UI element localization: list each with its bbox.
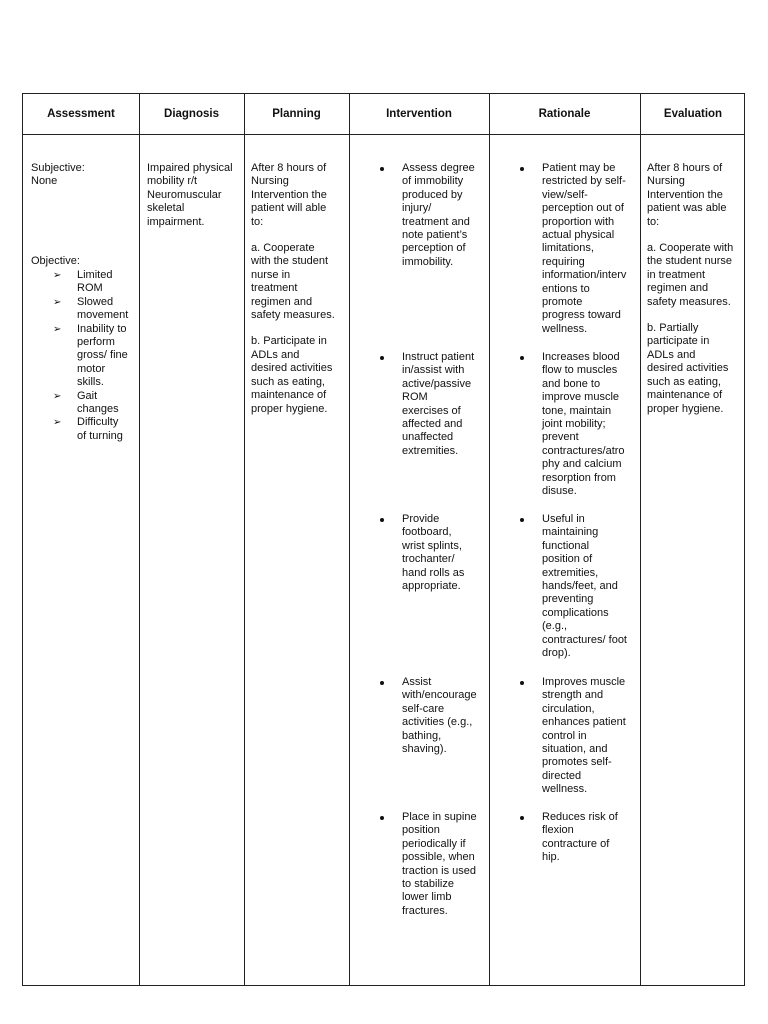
rationale-item: Patient may be restricted by self- view/self- perception out of proportion with actual physical limitations, requiring information/interv entions to promote progress toward wellness. [542,162,638,336]
header-rationale: Rationale [538,108,591,120]
evaluation-intro: After 8 hours of Nursing Intervention the patient was able to: [647,162,727,228]
objective-item: ➢ Limited ROM [53,269,113,295]
header-intervention: Intervention [386,108,452,120]
intervention-item: Assess degree of immobility produced by injury/ treatment and note patient’s perception of immobility. [402,162,488,269]
planning-goal-b: b. Participate in ADLs and desired activities such as eating, maintenance of proper hygiene. [251,335,333,415]
subjective-value: None [31,175,58,188]
header-diagnosis: Diagnosis [164,108,219,120]
subjective-label: Subjective: [31,162,85,174]
intervention-item: Instruct patient in/assist with active/passive ROM exercises of affected and unaffected extremities. [402,351,488,458]
bullet-dot-icon [520,356,524,360]
nursing-care-plan-table [22,93,745,986]
bullet-dot-icon [380,167,384,171]
objective-item: ➢ Gait changes [53,389,119,416]
rationale-item: Useful in maintaining functional position of extremities, hands/feet, and preventing complications (e.g., contractures/ foot drop). [542,513,638,660]
evaluation-cell [647,162,745,416]
objective-item: ➢ Inability to perform gross/ fine motor skills. [53,322,128,389]
bullet-dot-icon [520,816,524,820]
planning-cell [251,162,347,416]
bullet-dot-icon [380,816,384,820]
bullet-dot-icon [520,681,524,685]
intervention-item: Assist with/encourage self-care activities (e.g., bathing, shaving). [402,676,488,756]
column-divider [489,94,490,985]
arrow-bullet-icon: ➢ [53,323,62,335]
column-divider [640,94,641,985]
bullet-dot-icon [520,518,524,522]
objective-item: ➢ Difficulty of turning [53,416,123,442]
bullet-dot-icon [380,518,384,522]
objective-item: ➢ Slowed movement [53,295,129,322]
intervention-item: Place in supine position periodically if possible, when traction is used to stabilize lower limb fractures. [402,811,488,918]
rationale-item: Reduces risk of flexion contracture of hip. [542,811,638,865]
header-divider [23,134,744,135]
objective-label: Objective: [31,255,80,267]
evaluation-goal-b: b. Partially participate in ADLs and desired activities such as eating, maintenance of proper hygiene. [647,322,729,415]
header-planning: Planning [272,108,321,120]
planning-goal-a: a. Cooperate with the student nurse in treatment regimen and safety measures. [251,242,335,322]
planning-intro: After 8 hours of Nursing Intervention the patient will able to: [251,162,327,228]
column-divider [244,94,245,985]
diagnosis-text: Impaired physical mobility r/t Neuromuscular skeletal impairment. [147,162,233,228]
rationale-item: Increases blood flow to muscles and bone to improve muscle tone, maintain joint mobility; prevent contractures/atro phy and calcium resorption from disuse. [542,351,638,498]
evaluation-goal-a: a. Cooperate with the student nurse in treatment regimen and safety measures. [647,242,734,308]
objective-list [53,269,137,443]
assessment-cell [31,162,135,189]
column-divider [349,94,350,985]
header-evaluation: Evaluation [663,108,723,120]
arrow-bullet-icon: ➢ [53,390,62,402]
arrow-bullet-icon: ➢ [53,296,62,308]
arrow-bullet-icon: ➢ [53,270,62,281]
column-divider [139,94,140,985]
bullet-dot-icon [380,356,384,360]
arrow-bullet-icon: ➢ [53,417,62,429]
intervention-item: Provide footboard, wrist splints, trochanter/ hand rolls as appropriate. [402,513,488,593]
bullet-dot-icon [520,167,524,171]
rationale-item: Improves muscle strength and circulation, enhances patient control in situation, and promotes self- directed wellness. [542,676,638,797]
header-assessment: Assessment [47,108,115,120]
bullet-dot-icon [380,681,384,685]
